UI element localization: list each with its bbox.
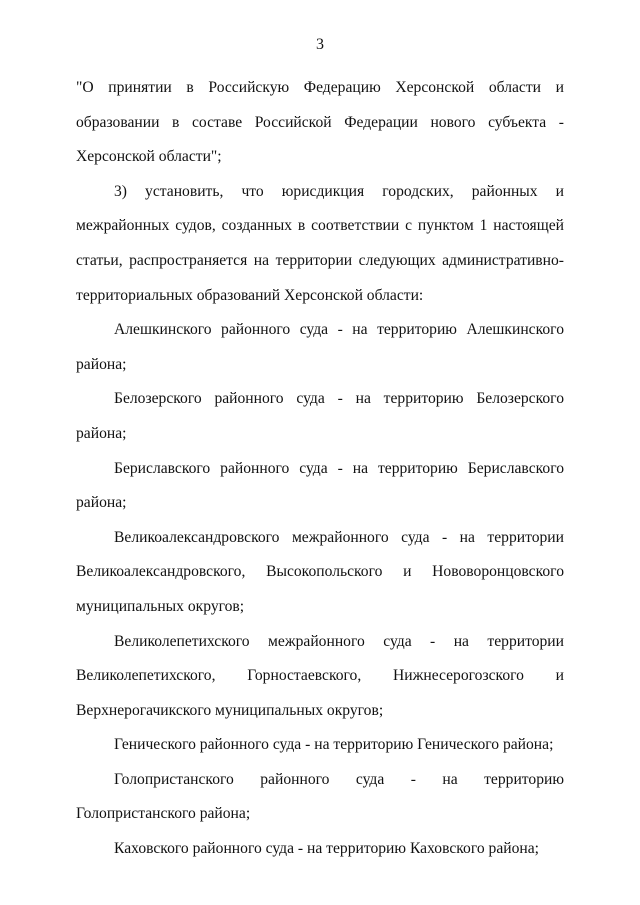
paragraph-court-velikolepetikha: Великолепетихского межрайонного суда - на территории Великолепетихского, Горностаевского, Нижнесерогозского и Верхнерогачикского муниципальных округов; bbox=[76, 632, 564, 719]
page-number: 3 bbox=[316, 36, 324, 53]
paragraph-court-belozerka: Белозерского районного суда - на территорию Белозерского района; bbox=[76, 390, 564, 442]
paragraph-item-3: 3) установить, что юрисдикция городских, районных и межрайонных судов, созданных в соответствии с пунктом 1 настоящей статьи, распространяется на территории следующих административно-территориальных образований Херсонской области: bbox=[76, 182, 564, 304]
paragraph-court-aleshki: Алешкинского районного суда - на территорию Алешкинского района; bbox=[76, 321, 564, 373]
paragraph-court-kakhovka: Каховского районного суда - на территорию Каховского района; bbox=[114, 840, 540, 858]
paragraph-court-genichesk: Генического районного суда - на территорию Генического района; bbox=[114, 736, 554, 754]
document-body bbox=[76, 71, 564, 867]
paragraph-continuation: "О принятии в Российскую Федерацию Херсонской области и образовании в составе Российской Федерации нового субъекта - Херсонской области"; bbox=[76, 79, 564, 166]
paragraph-court-golaya-pristan: Голопристанского районного суда - на территорию Голопристанского района; bbox=[76, 770, 564, 823]
paragraph-court-beryslav: Бериславского районного суда - на территорию Бериславского района; bbox=[76, 459, 564, 512]
paragraph-court-velikoaleksandrovka: Великоалександровского межрайонного суда - на территории Великоалександровского, Высокопольского и Нововоронцовского муниципальных округов; bbox=[76, 528, 564, 615]
